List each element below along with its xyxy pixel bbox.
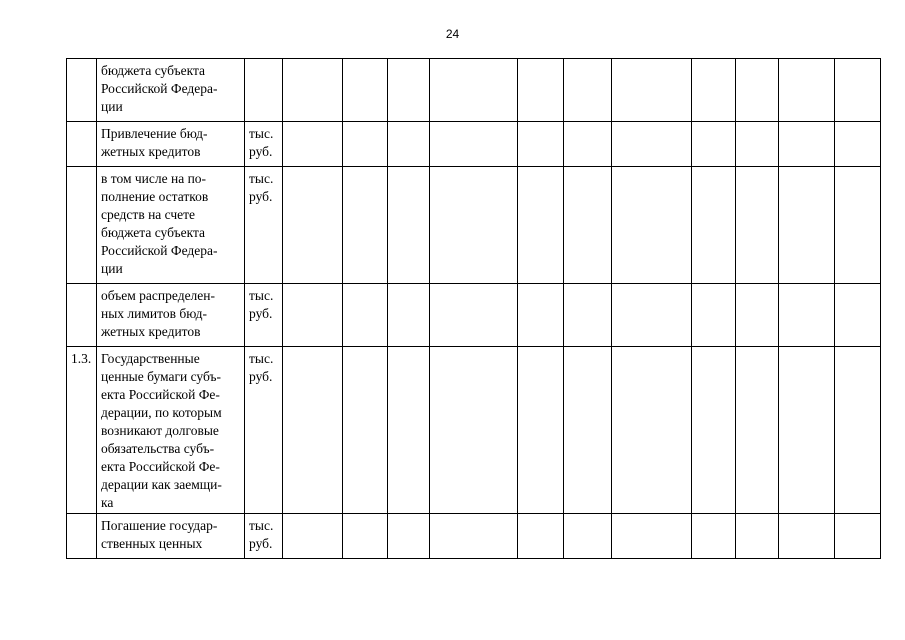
value-cell (612, 59, 692, 122)
value-cell (736, 59, 779, 122)
value-cell (518, 284, 564, 347)
row-number-cell (67, 122, 97, 167)
value-cell (835, 167, 881, 284)
value-cell (779, 284, 835, 347)
value-cell (388, 514, 430, 559)
value-cell (430, 284, 518, 347)
value-cell (283, 284, 343, 347)
value-cell (283, 122, 343, 167)
value-cell (564, 347, 612, 514)
value-cell (388, 59, 430, 122)
value-cell (736, 284, 779, 347)
value-cell (430, 122, 518, 167)
value-cell (692, 514, 736, 559)
value-cell (518, 347, 564, 514)
value-cell (736, 167, 779, 284)
value-cell (779, 514, 835, 559)
indicator-name-cell: объем распределен- ных лимитов бюд- жетных кредитов (97, 284, 245, 347)
value-cell (283, 514, 343, 559)
value-cell (692, 347, 736, 514)
value-cell (283, 167, 343, 284)
value-cell (564, 284, 612, 347)
value-cell (283, 59, 343, 122)
value-cell (518, 122, 564, 167)
row-number-cell (67, 59, 97, 122)
value-cell (564, 514, 612, 559)
value-cell (343, 59, 388, 122)
value-cell (388, 284, 430, 347)
row-number-cell (67, 167, 97, 284)
value-cell (835, 284, 881, 347)
table-row (67, 122, 881, 167)
unit-cell: тыс. руб. (245, 122, 283, 167)
value-cell (692, 122, 736, 167)
value-cell (343, 514, 388, 559)
value-cell (430, 514, 518, 559)
value-cell (612, 284, 692, 347)
value-cell (736, 347, 779, 514)
value-cell (388, 122, 430, 167)
value-cell (343, 347, 388, 514)
value-cell (343, 122, 388, 167)
value-cell (692, 59, 736, 122)
value-cell (564, 122, 612, 167)
value-cell (692, 284, 736, 347)
table-body (67, 59, 881, 559)
value-cell (518, 514, 564, 559)
value-cell (564, 167, 612, 284)
table-row (67, 167, 881, 284)
indicator-name-cell: Погашение государ- ственных ценных (97, 514, 245, 559)
unit-cell: тыс. руб. (245, 167, 283, 284)
value-cell (835, 59, 881, 122)
value-cell (779, 122, 835, 167)
value-cell (388, 167, 430, 284)
indicator-name-cell: в том числе на по- полнение остатков средств на счете бюджета субъекта Российской Федера- ции (97, 167, 245, 284)
row-number-cell (67, 514, 97, 559)
value-cell (612, 167, 692, 284)
unit-cell: тыс. руб. (245, 514, 283, 559)
table-row (67, 59, 881, 122)
value-cell (779, 167, 835, 284)
value-cell (835, 514, 881, 559)
page-number: 24 (445, 27, 460, 41)
value-cell (736, 122, 779, 167)
indicator-name-cell: Привлечение бюд- жетных кредитов (97, 122, 245, 167)
value-cell (518, 167, 564, 284)
table-row (67, 347, 881, 514)
value-cell (736, 514, 779, 559)
table-row (67, 514, 881, 559)
value-cell (430, 167, 518, 284)
value-cell (612, 514, 692, 559)
value-cell (283, 347, 343, 514)
budget-debt-table (66, 58, 881, 559)
value-cell (835, 122, 881, 167)
unit-cell: тыс. руб. (245, 284, 283, 347)
value-cell (612, 347, 692, 514)
row-number-cell (67, 284, 97, 347)
unit-cell (245, 59, 283, 122)
row-number-cell: 1.3. (67, 347, 97, 514)
value-cell (692, 167, 736, 284)
indicator-name-cell: Государственные ценные бумаги субъ- екта Российской Фе- дерации, по которым возникают долговые обязательства субъ- екта Российской Фе- дерации как заемщи- ка (97, 347, 245, 514)
value-cell (343, 167, 388, 284)
unit-cell: тыс. руб. (245, 347, 283, 514)
table-row (67, 284, 881, 347)
value-cell (343, 284, 388, 347)
value-cell (835, 347, 881, 514)
value-cell (779, 347, 835, 514)
indicator-name-cell: бюджета субъекта Российской Федера- ции (97, 59, 245, 122)
value-cell (779, 59, 835, 122)
value-cell (388, 347, 430, 514)
value-cell (564, 59, 612, 122)
value-cell (518, 59, 564, 122)
value-cell (612, 122, 692, 167)
value-cell (430, 59, 518, 122)
value-cell (430, 347, 518, 514)
